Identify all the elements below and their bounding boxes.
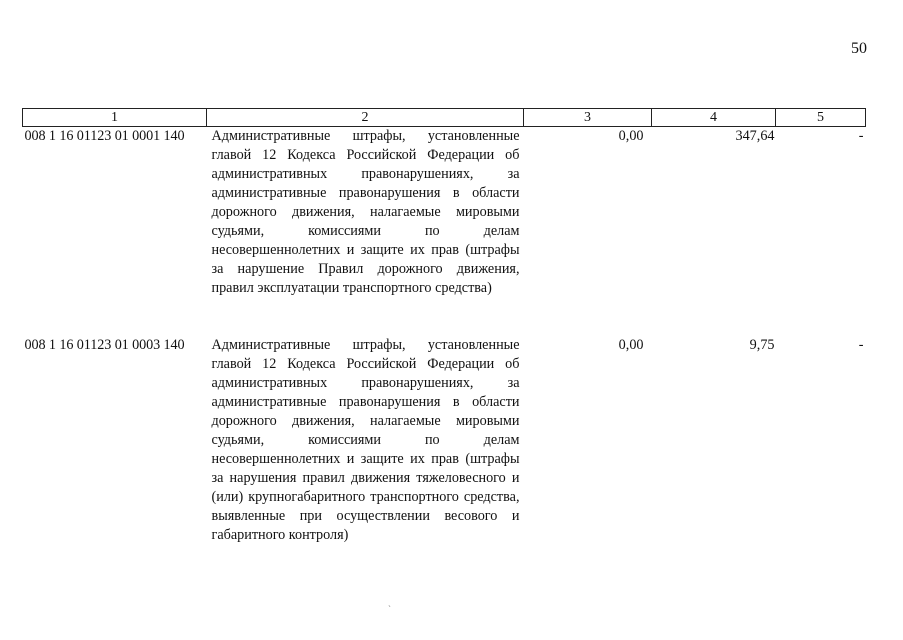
scan-speck: ` [388, 604, 391, 614]
income-description: Административные штрафы, установленные главой 12 Кодекса Российской Федерации об административных правонарушениях, за административные правонарушения в области дорожного движения, налагаемые мировыми судьями, комиссиями по делам несовершеннолетних и защите их прав (штрафы за нарушения правил движения тяжеловесного и (или) крупногабаритного транспортного средства, выявленные при осуществлении весового и габаритного контроля) [211, 337, 520, 543]
amount-col3: 0,00 [618, 128, 644, 144]
table-row [23, 127, 866, 299]
amount-col4: 9,75 [749, 337, 775, 353]
column-header-2: 2 [207, 109, 524, 127]
amount-col5: - [858, 337, 864, 353]
column-header-5: 5 [776, 109, 866, 127]
column-header-1: 1 [23, 109, 207, 127]
amount-col4: 347,64 [735, 128, 775, 144]
page-number: 50 [851, 40, 867, 57]
table-row [23, 298, 866, 545]
budget-table [22, 108, 866, 545]
column-header-3: 3 [524, 109, 652, 127]
income-description: Административные штрафы, установленные главой 12 Кодекса Российской Федерации об административных правонарушениях, за административные правонарушения в области дорожного движения, налагаемые мировыми судьями, комиссиями по делам несовершеннолетних и защите их прав (штрафы за нарушение Правил дорожного движения, правил эксплуатации транспортного средства) [211, 128, 520, 296]
budget-code: 008 1 16 01123 01 0003 140 [24, 337, 185, 353]
amount-col3: 0,00 [618, 337, 644, 353]
column-header-4: 4 [652, 109, 776, 127]
budget-code: 008 1 16 01123 01 0001 140 [24, 128, 185, 144]
amount-col5: - [858, 128, 864, 144]
table-header-row [23, 109, 866, 127]
